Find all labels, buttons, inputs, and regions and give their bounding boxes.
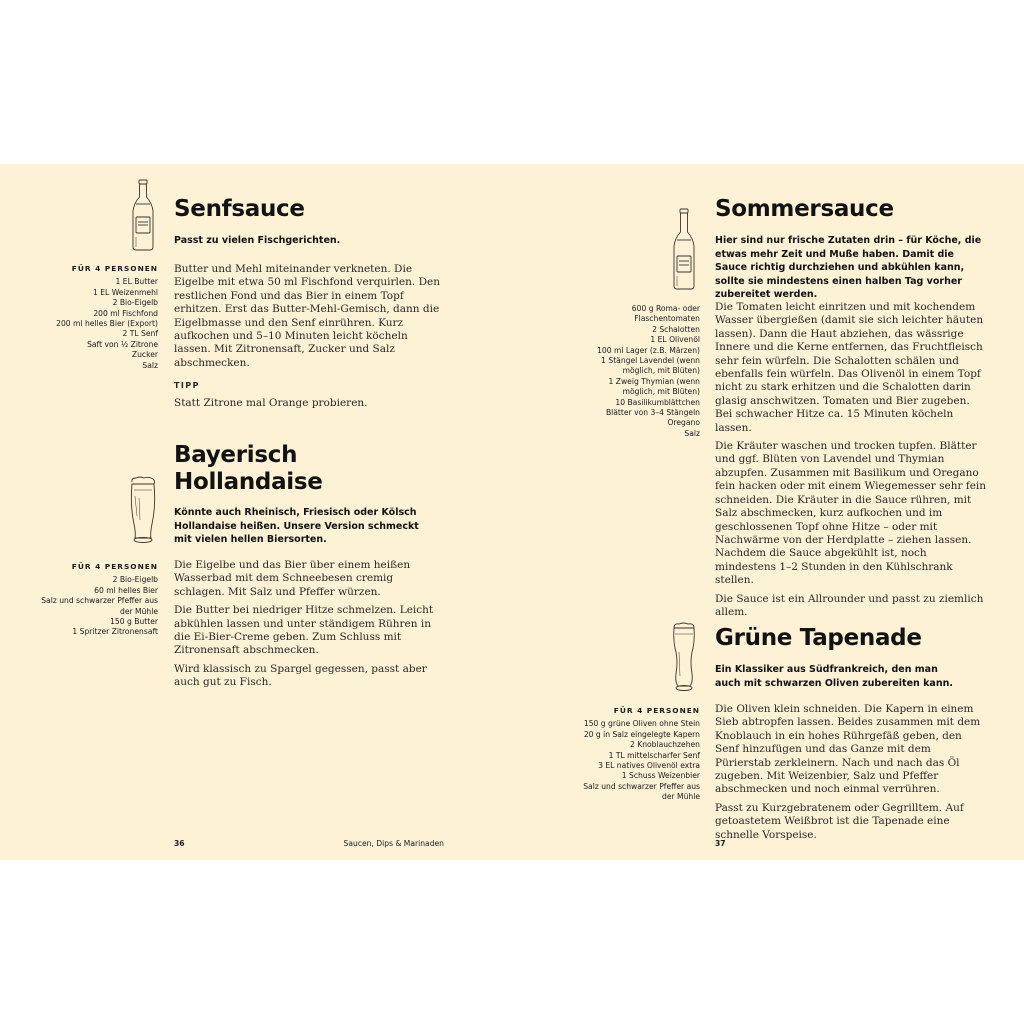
instruction-paragraph: Die Kräuter waschen und trocken tupfen. Blätter und ggf. Blüten von Lavendel und Thymian abzupfen. Zusammen mit Basilikum und Oregano fein hacken oder mit einem Wiegemesser sehr fein schneiden. Die Kräuter in die Sauce rühren, mit Salz abschmecken, kurz aufkochen und im geschlossenen Topf ohne Hitze – oder mit Nachwärme von der Herdplatte – ziehen lassen. Nachdem die Sauce abgekühlt ist, noch mindestens 1–2 Stunden in den Kühlschrank stellen. bbox=[715, 440, 987, 587]
ingredient-item: 2 Bio-Eigelb bbox=[112, 298, 158, 308]
ingredient-item: Salz und schwarzer Pfeffer aus bbox=[583, 781, 700, 791]
instruction-paragraph: Die Oliven klein schneiden. Die Kapern in einem Sieb abtropfen lassen. Beides zusammen mit dem Knoblauch in ein hohes Rührgefäß geben, den Senf hinzufügen und das Ganze mit dem Pürierstab zerkleinern. Nach und nach das Öl zugeben. Mit Weizenbier, Salz und Pfeffer abschmecken und noch einmal verrühren. bbox=[715, 703, 981, 796]
tapenade-lead: Ein Klassiker aus Südfrankreich, den man auch mit schwarzen Oliven zubereiten kann. bbox=[715, 664, 953, 689]
ingredient-item: 2 Schalotten bbox=[652, 324, 700, 334]
hollandaise-lead: Könnte auch Rheinisch, Friesisch oder Kölsch Hollandaise heißen. Unsere Version schmeckt mit vielen hellen Biersorten. bbox=[174, 507, 419, 545]
senfsauce-servings: FÜR 4 PERSONEN bbox=[71, 264, 158, 273]
tapenade-servings: FÜR 4 PERSONEN bbox=[613, 706, 700, 715]
instruction-paragraph: Die Tomaten leicht einritzen und mit kochendem Wasser übergießen (damit sie sich leichter häuten lassen). Dann die Haut abziehen, das wässrige Innere und die Kerne entfernen, das Fruchtfleisch sehr fein würfeln. Die Schalotten schälen und ebenfalls fein würfeln. Das Olivenöl in einem Topf nicht zu stark erhitzen und die Schalotten darin glasig anschwitzen. Tomaten und Bier zugeben. Bei schwacher Hitze ca. 15 Minuten köcheln lassen. bbox=[715, 301, 984, 434]
ingredient-item: 60 ml helles Bier bbox=[94, 585, 158, 595]
ingredient-item: 2 Knoblauchzehen bbox=[629, 740, 700, 750]
ingredient-item: Salz und schwarzer Pfeffer aus bbox=[41, 596, 158, 606]
instruction-paragraph: Passt zu Kurzgebratenem oder Gegrilltem. Auf getoastetem Weißbrot ist die Tapenade eine schnelle Vorspeise. bbox=[715, 801, 964, 841]
ingredient-item: 10 Basilikumblättchen bbox=[615, 397, 700, 407]
ingredient-item: Saft von ½ Zitrone bbox=[87, 339, 158, 349]
ingredient-item: 1 Spritzer Zitronensaft bbox=[72, 627, 158, 637]
ingredient-item: möglich, mit Blüten) bbox=[622, 387, 700, 397]
wheat-beer-glass-illustration bbox=[670, 622, 698, 692]
sommersauce-title: Sommersauce bbox=[715, 196, 894, 222]
page-number-left: 36 bbox=[174, 839, 185, 848]
ingredient-item: 1 EL Weizenmehl bbox=[93, 287, 158, 297]
tapenade-title: Grüne Tapenade bbox=[715, 625, 922, 651]
ingredient-item: 1 Stängel Lavendel (wenn bbox=[601, 356, 700, 366]
hollandaise-title-line2: Hollandaise bbox=[174, 469, 323, 495]
ingredient-item: Salz bbox=[142, 360, 158, 370]
ingredient-item: Blätter von 3–4 Stängeln bbox=[605, 408, 700, 418]
lager-bottle-illustration bbox=[670, 208, 698, 290]
ingredient-item: Oregano bbox=[667, 418, 700, 428]
hollandaise-instructions bbox=[174, 559, 446, 695]
ingredient-item: 3 EL natives Olivenöl extra bbox=[598, 761, 700, 771]
instruction-paragraph: Wird klassisch zu Spargel gegessen, passt aber auch gut zu Fisch. bbox=[174, 662, 427, 689]
sommersauce-instructions bbox=[715, 301, 987, 624]
ingredient-item: Salz bbox=[684, 428, 700, 438]
ingredient-item: 100 ml Lager (z.B. Märzen) bbox=[597, 345, 700, 355]
instruction-paragraph: Die Butter bei niedriger Hitze schmelzen. Leicht abkühlen lassen und unter ständigem Rühren in die Ei-Bier-Creme geben. Zum Schluss mit Zitronensaft abschmecken. bbox=[174, 604, 434, 657]
sommersauce-ingredients bbox=[570, 304, 700, 439]
senfsauce-lead: Passt zu vielen Fischgerichten. bbox=[174, 235, 341, 246]
ingredient-item: 1 EL Butter bbox=[115, 277, 158, 287]
ingredient-item: 1 EL Olivenöl bbox=[650, 335, 700, 345]
ingredient-item: 1 Schuss Weizenbier bbox=[621, 771, 700, 781]
hollandaise-ingredients bbox=[30, 562, 158, 638]
ingredient-item: möglich, mit Blüten) bbox=[622, 366, 700, 376]
hollandaise-title-line1: Bayerisch bbox=[174, 442, 298, 468]
senfsauce-title: Senfsauce bbox=[174, 196, 305, 222]
ingredient-item: 600 g Roma- oder bbox=[631, 304, 700, 313]
sommersauce-lead: Hier sind nur frische Zutaten drin – für Köche, die etwas mehr Zeit und Muße haben. Damit die Sauce richtig durchziehen und abkühlen kann, sollte sie mindestens einen halben Tag vorher zubereitet werden. bbox=[715, 235, 982, 300]
senfsauce-ingredients bbox=[30, 264, 158, 371]
instruction-paragraph: Butter und Mehl miteinander verkneten. Die Eigelbe mit etwa 50 ml Fischfond verquirlen. Den restlichen Fond und das Bier in einem Topf erhitzen. Erst das Butter-Mehl-Gemisch, dann die Eigelbmasse und den Senf einrühren. Kurz aufkochen und 5–10 Minuten leicht köcheln lassen. Mit Zitronensaft, Zucker und Salz abschmecken. bbox=[174, 263, 440, 369]
ingredient-item: Flaschentomaten bbox=[634, 314, 700, 324]
ingredient-item: 20 g in Salz eingelegte Kapern bbox=[583, 729, 700, 739]
ingredient-item: der Mühle bbox=[120, 606, 158, 616]
instruction-paragraph: Die Eigelbe und das Bier über einem heißen Wasserbad mit dem Schneebesen cremig schlagen. Mit Salz und Pfeffer würzen. bbox=[174, 559, 411, 598]
beer-glass-illustration bbox=[128, 476, 158, 544]
section-footer: Saucen, Dips & Marinaden bbox=[343, 839, 444, 848]
book-spread bbox=[0, 164, 1024, 860]
ingredient-item: 2 TL Senf bbox=[122, 329, 158, 339]
ingredient-item: 200 ml Fischfond bbox=[93, 308, 158, 318]
hollandaise-servings: FÜR 4 PERSONEN bbox=[71, 562, 158, 571]
beer-bottle-illustration bbox=[128, 179, 158, 251]
page-number-right: 37 bbox=[715, 839, 726, 848]
ingredient-item: 150 g grüne Oliven ohne Stein bbox=[583, 719, 700, 729]
ingredient-item: 1 Zweig Thymian (wenn bbox=[608, 376, 700, 386]
instruction-paragraph: Die Sauce ist ein Allrounder und passt zu ziemlich allem. bbox=[715, 592, 984, 618]
tip-text: Statt Zitrone mal Orange probieren. bbox=[174, 396, 368, 409]
ingredient-item: 2 Bio-Eigelb bbox=[112, 575, 158, 585]
ingredient-item: Zucker bbox=[131, 350, 158, 360]
ingredient-item: 150 g Butter bbox=[110, 617, 158, 627]
ingredient-item: 200 ml helles Bier (Export) bbox=[56, 319, 158, 329]
tip-label: TIPP bbox=[174, 381, 200, 391]
ingredient-item: der Mühle bbox=[662, 792, 700, 802]
tapenade-ingredients bbox=[560, 706, 700, 803]
ingredient-item: 1 TL mittelscharfer Senf bbox=[608, 750, 700, 760]
hollandaise-title bbox=[174, 442, 323, 496]
senfsauce-instructions bbox=[174, 263, 446, 415]
tapenade-instructions bbox=[715, 703, 987, 847]
